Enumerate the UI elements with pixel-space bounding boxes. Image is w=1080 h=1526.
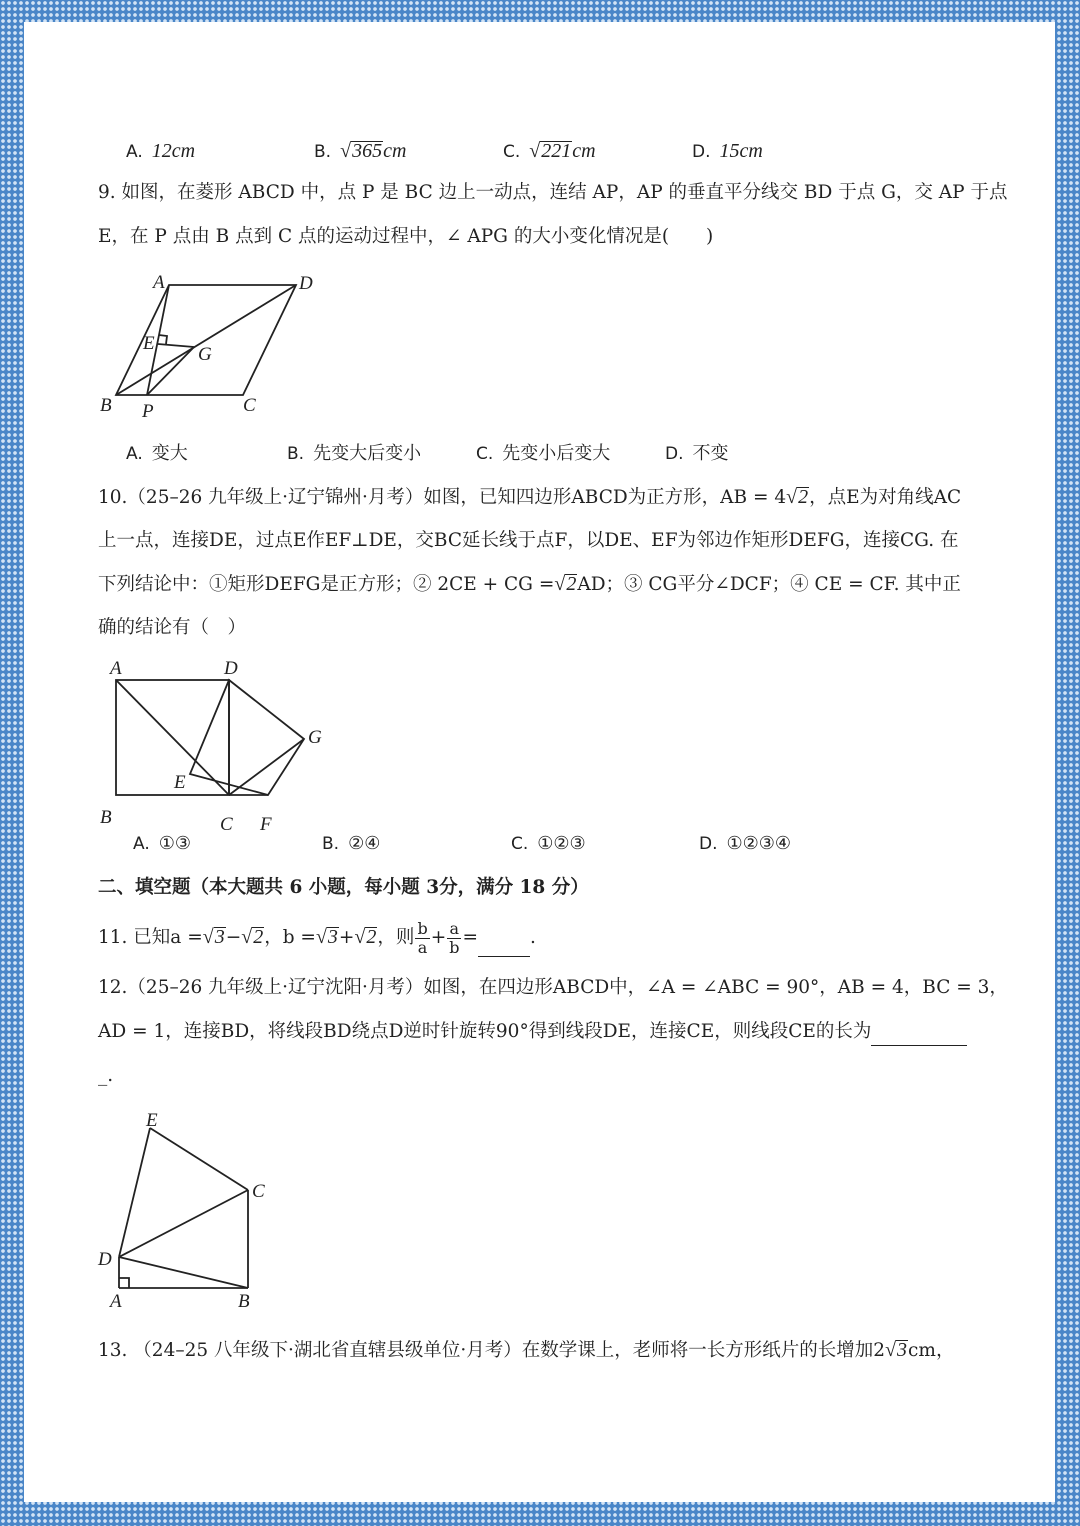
answer-blank[interactable] (478, 920, 530, 957)
radicand: 2 (366, 926, 377, 948)
fig-label-f: F (260, 814, 272, 835)
radicand: 365 (352, 140, 383, 162)
q11-plus-sign: + (338, 927, 355, 948)
option-label: A. (126, 444, 143, 464)
option-text: ①②③④ (726, 833, 792, 854)
q11-pre: 11. 已知a = (98, 927, 203, 948)
option-label: C. (511, 834, 529, 854)
q12-text-line3: _. (98, 1065, 114, 1086)
numerator: b (417, 918, 428, 938)
denominator: b (449, 937, 460, 957)
q9-option-a[interactable] (126, 441, 188, 467)
q10-line3-post: AD；③ CG平分∠DCF；④ CE = CF. 其中正 (577, 574, 961, 595)
fig-label-a: A (153, 272, 165, 293)
option-label: B. (322, 834, 340, 854)
q11-end: . (529, 927, 536, 948)
q11-equals: = (462, 927, 478, 948)
q10-option-a[interactable] (133, 831, 191, 857)
option-label: C. (476, 444, 494, 464)
q10-option-b[interactable] (322, 831, 380, 857)
fig-label-b: B (238, 1291, 250, 1312)
radicand: 3 (897, 1339, 908, 1361)
fig-label-d: D (224, 658, 238, 679)
fig-label-g: G (198, 344, 212, 365)
q9-option-b[interactable] (287, 441, 421, 467)
option-value: 12cm (151, 140, 196, 162)
q10-line1-pre: 10.（25–26 九年级上·辽宁锦州·月考）如图，已知四边形ABCD为正方形，AB = 4 (98, 487, 787, 508)
option-label: D. (692, 142, 711, 162)
option-text: 变大 (151, 443, 188, 464)
option-text: ①③ (158, 833, 192, 854)
radicand: 2 (566, 573, 577, 595)
option-label: B. (314, 142, 332, 162)
option-label: B. (287, 444, 305, 464)
q8-option-b[interactable]: B. √365cm (314, 140, 407, 162)
option-unit: cm (572, 140, 596, 162)
option-label: A. (126, 142, 143, 162)
fig-label-c: C (252, 1181, 265, 1202)
q9-option-d[interactable] (665, 441, 729, 467)
q12-line2-text: AD = 1，连接BD，将线段BD绕点D逆时针旋转90°得到线段DE，连接CE，则线段CE的长为 (98, 1021, 872, 1042)
option-label: D. (665, 444, 684, 464)
q13-post: cm， (908, 1340, 955, 1361)
q8-option-d[interactable] (692, 138, 763, 165)
section-title: 二、填空题（本大题共 6 小题，每小题 3分，满分 18 分） (98, 877, 589, 898)
fig-label-b: B (100, 395, 112, 416)
option-text: 先变大后变小 (313, 443, 422, 464)
option-text: ①②③ (537, 833, 586, 854)
fraction-b-over-a (415, 920, 429, 957)
fig-label-e: E (174, 772, 186, 793)
q13-pre: 13. （24–25 八年级下·湖北省直辖县级单位·月考）在数学课上，老师将一长方形纸片的长增加2 (98, 1340, 886, 1361)
exam-page (24, 22, 1055, 1502)
option-label: C. (503, 142, 521, 162)
radicand: 3 (214, 926, 225, 948)
q13-text-line1: 13. （24–25 八年级下·湖北省直辖县级单位·月考）在数学课上，老师将一长方形纸片的长增加2√3cm， (98, 1339, 955, 1361)
option-text: ②④ (348, 833, 381, 854)
denominator: a (417, 937, 428, 957)
q10-line3-pre: 下列结论中：①矩形DEFG是正方形；② 2CE + CG = (98, 574, 555, 595)
q11-minus: − (225, 927, 242, 948)
option-label: A. (133, 834, 150, 854)
q9-option-c[interactable] (476, 441, 610, 467)
q10-line1-post: ，点E为对角线AC (809, 487, 962, 508)
radicand: 3 (327, 926, 338, 948)
fig-label-d: D (299, 273, 313, 294)
answer-blank[interactable] (871, 1019, 967, 1046)
q12-figure-quadrilateral (94, 1104, 314, 1324)
q11-text: 11. 已知a =√3−√2，b =√3+√2，则 $\frac{b}{a}$ + $\frac{a}{b}$ = . (98, 918, 536, 957)
option-unit: cm (383, 140, 407, 162)
option-value: 15cm (719, 140, 763, 162)
q10-option-c[interactable] (511, 831, 586, 857)
fig-label-a: A (110, 658, 122, 679)
q8-option-c[interactable]: C. √221cm (503, 140, 596, 162)
fig-label-b: B (100, 807, 112, 828)
fig-label-p: P (142, 401, 154, 422)
q9-text-line2: E，在 P 点由 B 点到 C 点的运动过程中，∠ APG 的大小变化情况是( ) (98, 226, 714, 247)
q8-option-a[interactable] (126, 138, 195, 165)
fig-label-e: E (143, 333, 155, 354)
q10-text-line1: 10.（25–26 九年级上·辽宁锦州·月考）如图，已知四边形ABCD为正方形，AB = 4√2，点E为对角线AC (98, 486, 962, 508)
radicand: 2 (253, 926, 264, 948)
radicand: 221 (541, 140, 572, 162)
q10-option-d[interactable] (699, 831, 791, 857)
q11-then: ，则 (377, 927, 415, 948)
fig-label-a: A (110, 1291, 122, 1312)
q12-text-line1: 12.（25–26 九年级上·辽宁沈阳·月考）如图，在四边形ABCD中，∠A = ∠ABC = 90°，AB = 4，BC = 3， (98, 977, 1008, 998)
q10-text-line2: 上一点，连接DE，过点E作EF⊥DE，交BC延长线于点F，以DE、EF为邻边作矩形DEFG，连接CG. 在 (98, 530, 959, 551)
q10-text-line4: 确的结论有（ ） (98, 617, 247, 638)
q11-b-equals: ，b = (264, 927, 316, 948)
q12-text-line2 (98, 1019, 967, 1046)
q11-plus: + (430, 927, 447, 948)
q10-text-line3: 下列结论中：①矩形DEFG是正方形；② 2CE + CG =√2AD；③ CG平分∠DCF；④ CE = CF. 其中正 (98, 573, 961, 595)
radicand: 2 (798, 486, 809, 508)
q9-text-line1: 9. 如图，在菱形 ABCD 中，点 P 是 BC 边上一动点，连结 AP，AP 的垂直平分线交 BD 于点 G，交 AP 于点 (98, 182, 1008, 203)
q9-figure-rhombus (94, 272, 334, 422)
fig-label-c: C (243, 395, 256, 416)
fraction-a-over-b (447, 920, 461, 957)
fig-label-d: D (98, 1249, 112, 1270)
option-text: 不变 (692, 443, 729, 464)
option-text: 先变小后变大 (502, 443, 611, 464)
fig-label-c: C (220, 814, 233, 835)
option-label: D. (699, 834, 718, 854)
fig-label-e: E (146, 1110, 158, 1131)
q10-figure-square (94, 658, 364, 835)
fig-label-g: G (308, 727, 322, 748)
numerator: a (447, 920, 461, 939)
